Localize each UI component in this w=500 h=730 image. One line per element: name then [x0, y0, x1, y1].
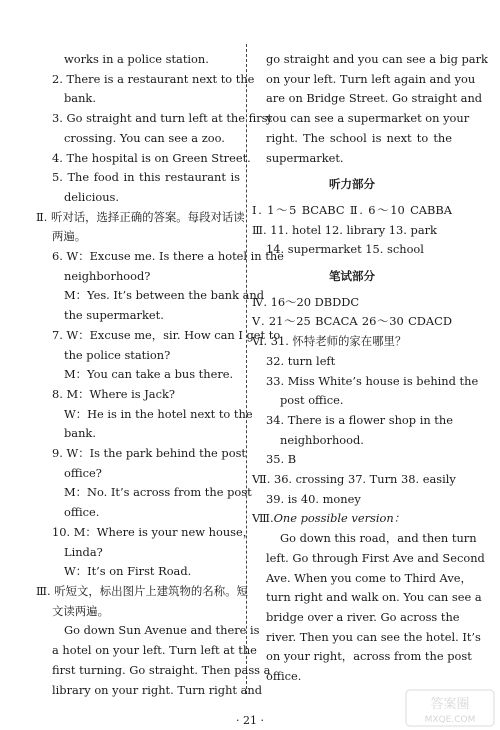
text-line: bank.	[64, 426, 96, 441]
text-line: supermarket.	[266, 150, 344, 165]
text-line: on your right，across from the post	[266, 649, 472, 664]
listening-answers	[252, 201, 452, 260]
text-line: you can see a supermarket on your	[266, 111, 470, 126]
text-line: Ⅳ. 16～20 DBDDC	[252, 294, 360, 309]
sample-essay	[252, 529, 485, 687]
text-line: W：He is in the hotel next to the	[64, 406, 253, 421]
text-line: the supermarket.	[64, 308, 164, 323]
text-line: bank.	[64, 91, 96, 106]
text-line: 10. M：Where is your new house，	[52, 524, 255, 539]
text-line: go straight and you can see a big park	[266, 52, 488, 66]
text-line: 32. turn left	[266, 353, 336, 368]
text-line: neighborhood.	[280, 432, 364, 447]
text-line: 两遍。	[52, 229, 87, 244]
text-line: post office.	[280, 393, 344, 408]
text-line: 2. There is a restaurant next to the	[52, 71, 255, 86]
text-line: office.	[64, 505, 100, 520]
page-number: · 21 ·	[236, 714, 264, 727]
text-line: Ⅲ. 11. hotel 12. library 13. park	[252, 222, 437, 237]
text-line: Go down this road，and then turn	[280, 531, 477, 546]
text-line: bridge over a river. Go across the	[266, 609, 460, 624]
text-line: 6. W：Excuse me. Is there a hotel in the	[52, 249, 284, 264]
heading-listening: 听力部分	[329, 177, 375, 192]
text-line: Ⅲ. 听短文，标出图片上建筑物的名称。短	[36, 583, 248, 598]
text-line: 14. supermarket 15. school	[266, 242, 424, 257]
watermark-logo	[404, 688, 496, 728]
text-line: Ⅱ. 听对话，选择正确的答案。每段对话读	[36, 209, 245, 224]
text-line: W：It’s on First Road.	[64, 564, 192, 579]
text-line: M：Yes. It’s between the bank and	[64, 288, 265, 303]
section-8-italic: One possible version：	[273, 511, 406, 526]
text-line: library on your right. Turn right and	[52, 682, 263, 697]
text-line: 4. The hospital is on Green Street.	[52, 150, 251, 165]
writing-answers	[252, 293, 479, 510]
text-line: 34. There is a flower shop in the	[266, 412, 453, 427]
text-line: left. Go through First Ave and Second	[266, 550, 485, 565]
text-line: office?	[64, 465, 102, 480]
text-line: first turning. Go straight. Then pass a	[52, 662, 271, 677]
text-line: on your left. Turn left again and you	[266, 71, 476, 86]
text-line: 5. The food in this restaurant is	[52, 170, 240, 185]
text-line: works in a police station.	[64, 52, 209, 66]
section-8-label: Ⅷ.	[252, 511, 274, 526]
text-line: 9. W：Is the park behind the post	[52, 446, 246, 461]
text-line: a hotel on your left. Turn left at the	[52, 643, 257, 658]
text-line: 3. Go straight and turn left at the first	[52, 111, 273, 126]
text-line: Ⅵ. 31. 怀特老师的家在哪里？	[252, 334, 407, 349]
text-line: delicious.	[64, 189, 120, 204]
text-line: Ⅶ. 36. crossing 37. Turn 38. easily	[252, 472, 456, 487]
text-line: Linda?	[64, 544, 103, 559]
text-line: Go down Sun Avenue and there is	[64, 623, 260, 638]
text-line: Ⅰ. 1～5 BCABC Ⅱ. 6～10 CABBA	[252, 202, 452, 217]
text-line: office.	[266, 669, 302, 684]
text-line: right. The school is next to the	[266, 130, 452, 145]
text-line: 33. Miss White’s house is behind the	[266, 373, 479, 388]
section-8-title	[252, 509, 452, 529]
svg-text:MXQE.COM: MXQE.COM	[424, 715, 476, 725]
text-line: M：You can take a bus there.	[64, 367, 234, 382]
svg-text:答案圈: 答案圈	[430, 697, 470, 712]
listening-passage-continued	[252, 50, 488, 168]
text-line: 文读两遍。	[52, 603, 109, 618]
text-line: Ⅴ. 21～25 BCACA 26～30 CDACD	[252, 314, 452, 329]
text-line: 39. is 40. money	[266, 491, 361, 506]
text-line: 35. B	[266, 452, 297, 467]
right-column	[252, 50, 488, 687]
text-line: the police station?	[64, 347, 171, 362]
text-line: river. Then you can see the hotel. It’s	[266, 629, 481, 644]
text-line: crossing. You can see a zoo.	[64, 130, 225, 145]
text-line: turn right and walk on. You can see a	[266, 590, 482, 605]
text-line: 8. M：Where is Jack?	[52, 386, 175, 401]
text-line: M：No. It’s across from the post	[64, 485, 252, 500]
text-line: are on Bridge Street. Go straight and	[266, 91, 483, 106]
text-line: neighborhood?	[64, 268, 151, 283]
heading-writing: 笔试部分	[329, 269, 375, 284]
text-line: Ave. When you come to Third Ave，	[266, 570, 472, 585]
text-line: 7. W：Excuse me，sir. How can I get to	[52, 327, 281, 342]
